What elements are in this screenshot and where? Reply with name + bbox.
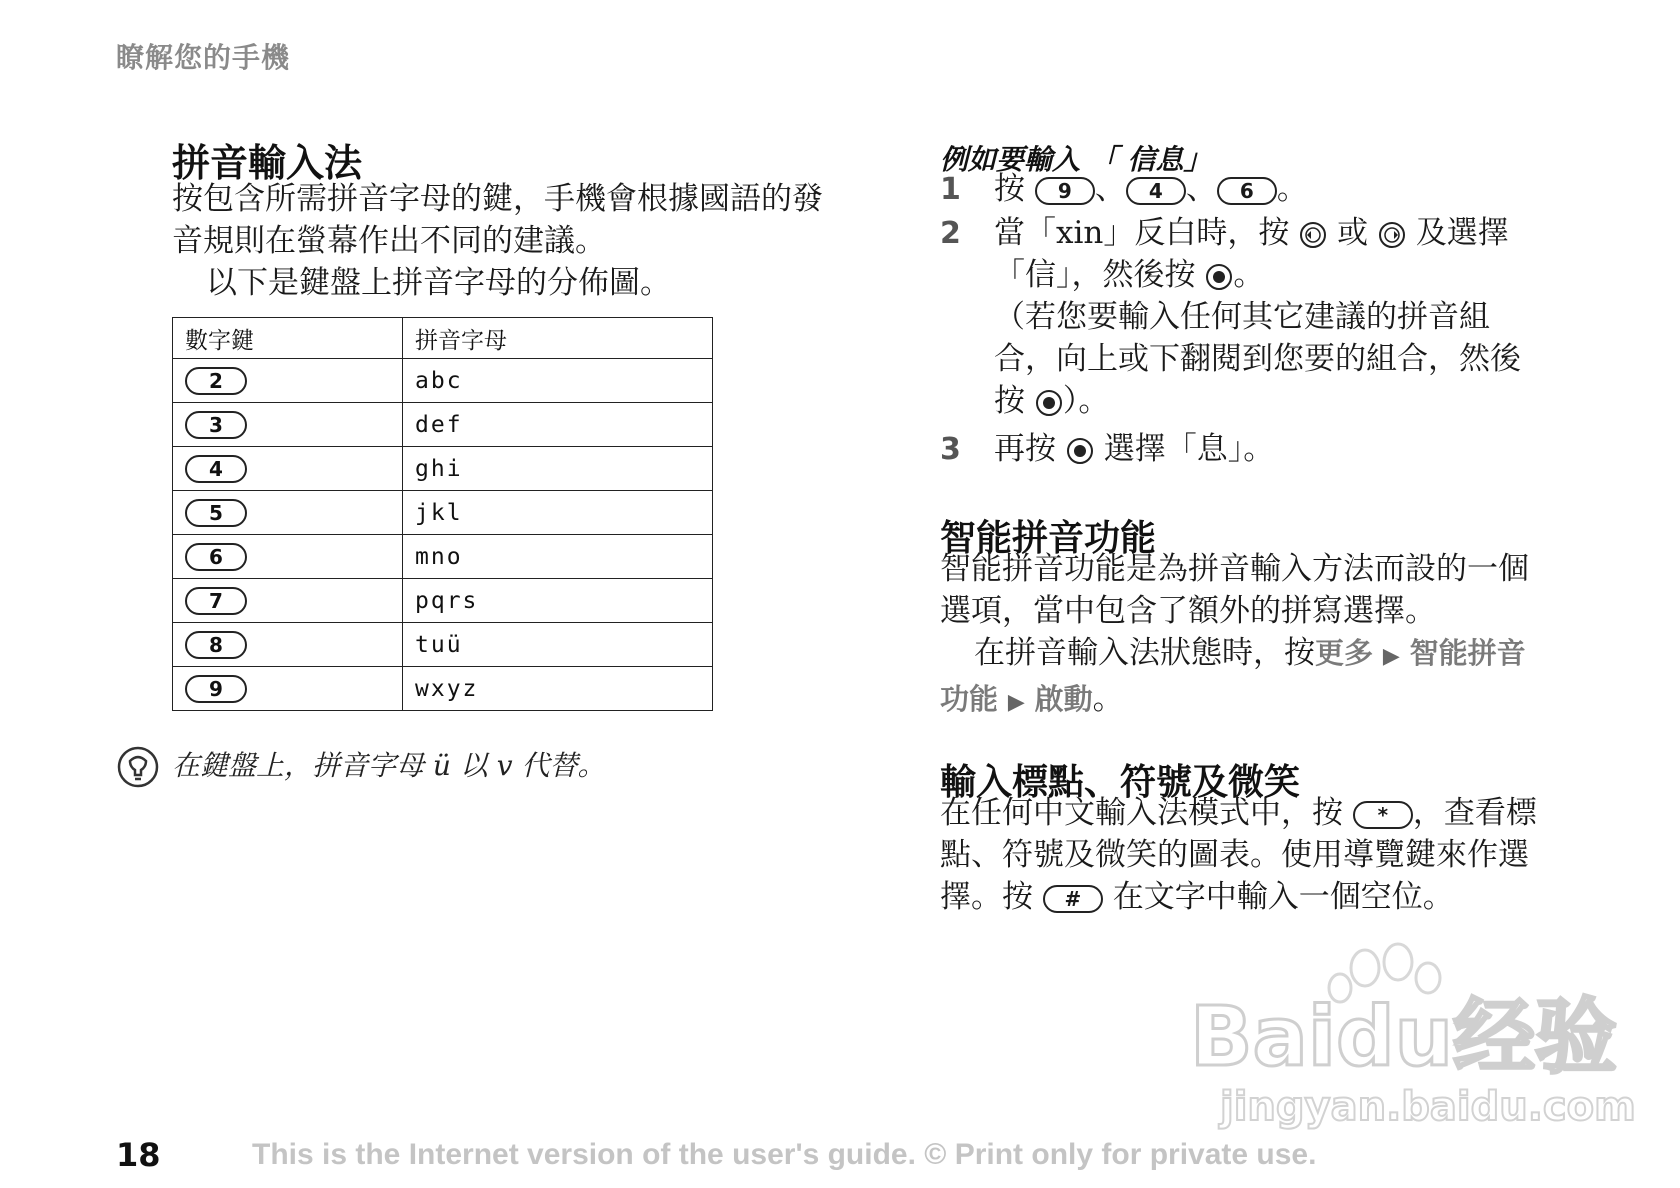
letters-cell: abc — [403, 359, 713, 403]
menu-arrow-icon: ▶ — [1007, 690, 1025, 715]
close-paren: ）。 — [1062, 383, 1110, 419]
table-row — [173, 667, 713, 711]
letters-cell: mno — [403, 535, 713, 579]
pinyin-intro-paragraph: 按包含所需拼音字母的鍵，手機會根據國語的發音規則在螢幕作出不同的建議。 — [172, 181, 823, 259]
step-1-prefix: 按 — [994, 171, 1025, 207]
step-1-text — [994, 168, 1308, 210]
menu-enable: 啟動 — [1034, 682, 1093, 716]
key-6-icon: 6 — [1217, 177, 1277, 205]
step-2-number: 2 — [940, 216, 961, 251]
watermark-brand: Baidu经验 — [1190, 990, 1618, 1085]
punctuation-paragraph — [940, 792, 1640, 918]
step-2-text — [994, 212, 1634, 422]
step-2-select: 及選擇 — [1415, 215, 1509, 251]
nav-right-icon — [1378, 221, 1406, 249]
letters-cell: def — [403, 403, 713, 447]
column-header-key: 數字鍵 — [173, 318, 403, 359]
punct-line1-end: ，查看標 — [1412, 795, 1537, 831]
key-9-icon: 9 — [185, 675, 247, 703]
step-2-line3: （若您要輸入任何其它建議的拼音組 — [994, 299, 1490, 335]
key-6-icon: 6 — [185, 543, 247, 571]
punct-line3: 擇。按 — [940, 879, 1033, 915]
key-hash-icon: # — [1043, 885, 1103, 913]
table-row — [173, 623, 713, 667]
letters-cell: pqrs — [403, 579, 713, 623]
watermark-url: jingyan.baidu.com — [1220, 1084, 1636, 1130]
table-header-row — [173, 318, 713, 359]
section-heading-pinyin: 拼音輸入法 — [172, 141, 363, 185]
period: 。 — [1233, 257, 1265, 293]
key-2-icon: 2 — [185, 367, 247, 395]
key-4-icon: 4 — [185, 455, 247, 483]
punct-line1: 在任何中文輸入法模式中，按 — [940, 795, 1343, 831]
step-2-line4: 合，向上或下翻閱到您要的組合，然後 — [994, 341, 1521, 377]
punct-line3-end: 在文字中輸入一個空位。 — [1112, 879, 1454, 915]
nav-center-icon — [1205, 263, 1233, 291]
step-1-number: 1 — [940, 172, 961, 207]
key-5-icon: 5 — [185, 499, 247, 527]
step-2-line2: 「信」，然後按 — [994, 257, 1196, 293]
key-8-icon: 8 — [185, 631, 247, 659]
pinyin-layout-paragraph: 以下是鍵盤上拼音字母的分佈圖。 — [206, 265, 671, 301]
step-3-prefix: 再按 — [994, 431, 1056, 467]
punct-line2: 點、符號及微笑的圖表。使用導覽鍵來作選 — [940, 837, 1529, 873]
letters-cell: tuü — [403, 623, 713, 667]
page-number: 18 — [116, 1136, 161, 1174]
separator: 、 — [1094, 171, 1126, 207]
menu-function: 功能 — [940, 682, 999, 716]
example-title: 例如要輸入 「 信息」 — [940, 143, 1212, 176]
nav-left-icon — [1299, 221, 1327, 249]
column-header-letters: 拼音字母 — [403, 318, 713, 359]
step-2-line5: 按 — [994, 383, 1025, 419]
key-9-icon: 9 — [1035, 177, 1095, 205]
section-heading-smart-pinyin: 智能拼音功能 — [940, 518, 1157, 559]
menu-arrow-icon: ▶ — [1382, 644, 1400, 669]
menu-more: 更多 — [1315, 636, 1374, 670]
letters-cell: jkl — [403, 491, 713, 535]
table-row — [173, 491, 713, 535]
step-2-or: 或 — [1337, 215, 1369, 251]
tip-text: 在鍵盤上，拼音字母 ü 以 v 代替。 — [172, 749, 606, 782]
step-3-suffix: 選擇「息」。 — [1103, 431, 1275, 467]
letters-cell: ghi — [403, 447, 713, 491]
period: 。 — [1276, 171, 1308, 207]
table-row — [173, 359, 713, 403]
smart-pinyin-paragraph — [940, 548, 1620, 724]
smart-line2: 選項，當中包含了額外的拼寫選擇。 — [940, 593, 1436, 629]
nav-center-icon — [1066, 437, 1094, 465]
running-header: 瞭解您的手機 — [116, 41, 291, 74]
baidu-watermark-logo — [1190, 940, 1636, 1130]
period: 。 — [1092, 681, 1124, 717]
letters-cell: wxyz — [403, 667, 713, 711]
key-4-icon: 4 — [1126, 177, 1186, 205]
key-7-icon: 7 — [185, 587, 247, 615]
step-2-line1: 當「xin」反白時，按 — [994, 215, 1290, 251]
step-3-number: 3 — [940, 432, 961, 467]
table-row — [173, 403, 713, 447]
separator: 、 — [1185, 171, 1217, 207]
table-row — [173, 579, 713, 623]
key-star-icon: * — [1353, 801, 1413, 829]
nav-center-icon — [1035, 389, 1063, 417]
table-row — [173, 535, 713, 579]
table-row — [173, 447, 713, 491]
pinyin-key-table — [172, 317, 713, 711]
smart-line1: 智能拼音功能是為拼音輸入方法而設的一個 — [940, 551, 1529, 587]
footer-notice: This is the Internet version of the user's guide. © Print only for private use. — [252, 1138, 1317, 1171]
menu-smart-pinyin: 智能拼音 — [1409, 636, 1526, 670]
step-3-text — [994, 428, 1274, 470]
section-heading-punctuation: 輸入標點、符號及微笑 — [940, 762, 1301, 803]
smart-line3: 在拼音輸入法狀態時，按 — [974, 635, 1315, 671]
key-3-icon: 3 — [185, 411, 247, 439]
tip-lightbulb-icon — [116, 745, 160, 789]
